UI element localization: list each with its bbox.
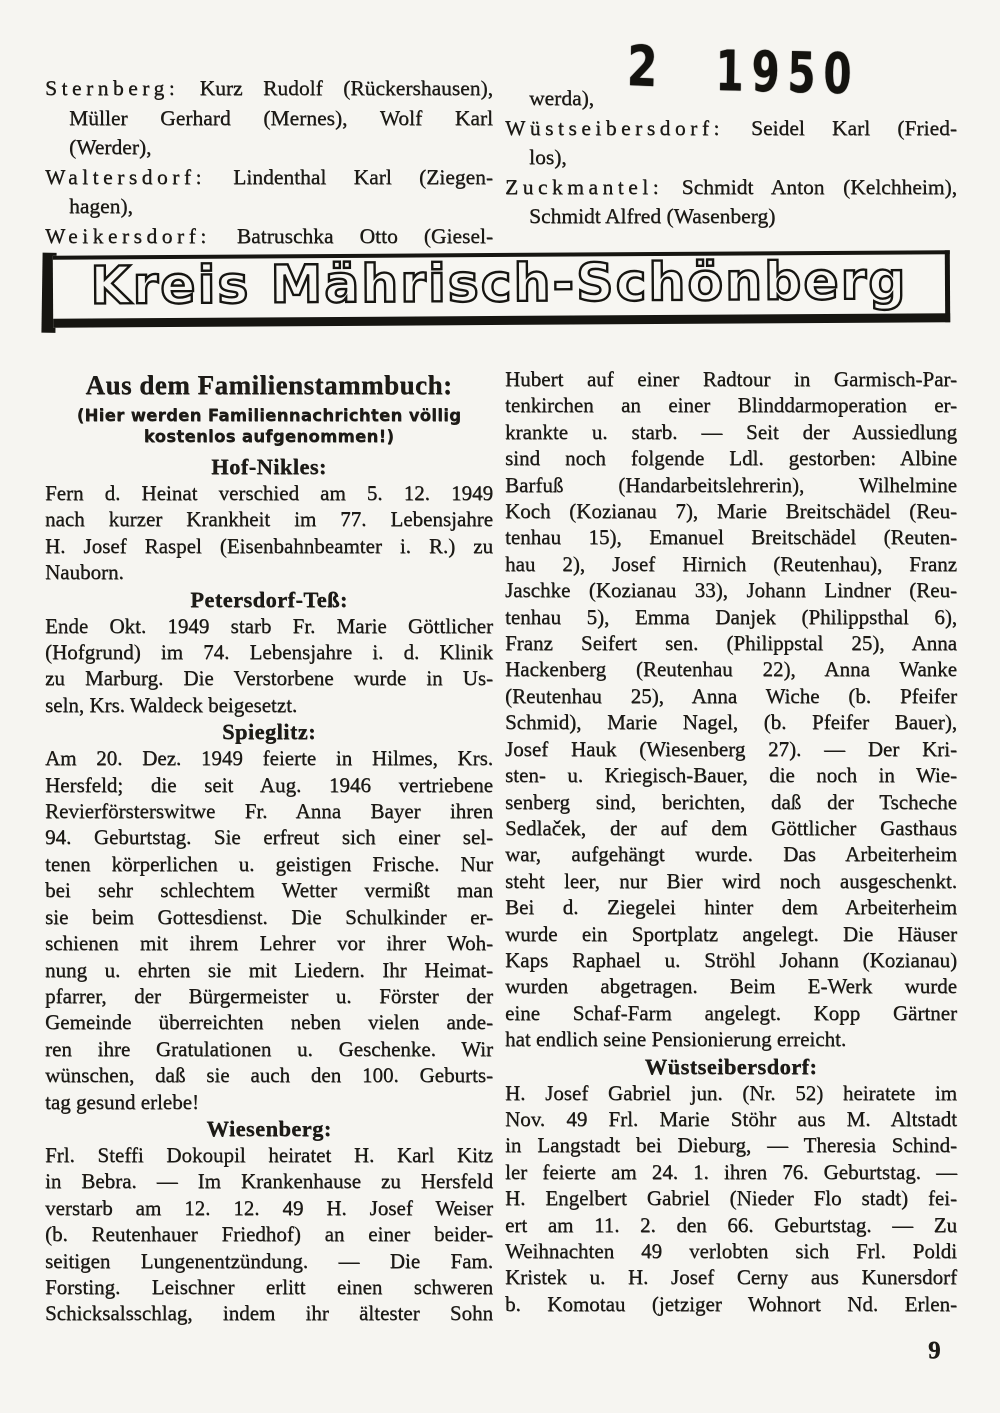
text-line: hagen), — [69, 194, 133, 218]
text-line: Weihnachten 49 verlobten sich Frl. Poldi — [505, 1239, 957, 1263]
section-heading: Wiesenberg: — [206, 1115, 332, 1141]
column-subheading — [45, 405, 493, 447]
text-line: Franz Seifert sen. (Philippstal 25), Anna — [505, 631, 957, 656]
text-line: sie beim Gottesdienst. Die Schulkinder er- — [45, 904, 493, 929]
text-line: sten- u. Kriegisch-Bauer, die noch in Wie- — [505, 763, 957, 788]
text-line: Josef Hauk (Wiesenberg 27). — Der Kri- — [505, 736, 957, 761]
stamp-year: 1950 — [715, 39, 860, 108]
text-line: sind noch folgende Ldl. gestorben: Albine — [505, 446, 957, 471]
text-line: Kaps Raphael u. Ströhl Johann (Kozianau) — [505, 947, 957, 972]
paragraph — [45, 1142, 493, 1327]
column-right — [505, 366, 957, 1317]
text-line: Wüstseibersdorf: Seidel Karl (Fried- — [505, 115, 957, 140]
top-address-list-right — [505, 84, 957, 232]
top-address-list-left — [45, 74, 493, 251]
stamp-issue-number: 2 — [626, 34, 659, 101]
text-line: Am 20. Dez. 1949 feierte in Hilmes, Krs. — [45, 746, 493, 771]
text-line: los), — [529, 145, 567, 169]
text-line: in Langstadt bei Dieburg, — Theresia Schind- — [505, 1133, 957, 1158]
text-line: H. Engelbert Gabriel (Nieder Flo stadt) fei- — [505, 1186, 957, 1211]
text-line: H. Josef Gabriel jun. (Nr. 52) heiratete im — [505, 1080, 957, 1105]
paragraph — [45, 745, 493, 1115]
text-line: senberg sind, berichten, daß der Tscheche — [505, 789, 957, 814]
text-line: zu Marburg. Die Verstorbene wurde in Us- — [45, 666, 493, 691]
text-line: Nov. 49 Frl. Marie Stöhr aus M. Altstadt — [505, 1106, 957, 1131]
text-line: H. Josef Raspel (Eisenbahnbeamter i. R.) zu — [45, 533, 493, 558]
text-line: seitigen Lungenentzündung. — Die Fam. — [45, 1248, 493, 1273]
section-heading: Wüstseibersdorf: — [644, 1053, 818, 1079]
text-line: Revierförsterswitwe Fr. Anna Bayer ihren — [45, 799, 493, 824]
text-line: hat endlich seine Pensionierung erreicht. — [505, 1027, 847, 1052]
text-line: tenhau 15), Emanuel Breitschädel (Reuten- — [505, 525, 957, 550]
text-line: ren ihre Gratulationen u. Geschenke. Wir — [45, 1036, 493, 1061]
page-number: 9 — [928, 1337, 941, 1364]
text-line: (Hofgrund) im 74. Lebensjahre i. d. Klinik — [45, 640, 493, 665]
section-heading: Petersdorf-Teß: — [190, 586, 348, 612]
place-name: Waltersdorf: — [45, 164, 206, 189]
text-line: bei sehr schlechtem Wetter vermißt man — [45, 878, 493, 903]
place-name: Zuckmantel: — [505, 174, 664, 199]
text-line: Müller Gerhard (Mernes), Wolf Karl — [69, 105, 493, 130]
text-line: wünschen, daß sie auch den 100. Geburts- — [45, 1063, 493, 1088]
text-line: b. Komotau (jetziger Wohnort Nd. Erlen- — [505, 1291, 957, 1316]
text-line: Bei d. Ziegelei hinter dem Arbeiterheim — [505, 895, 957, 920]
column-left — [45, 368, 493, 1327]
text-line: Schmid), Marie Nagel, (b. Pfeifer Bauer), — [505, 710, 957, 735]
paragraph — [45, 613, 493, 719]
text-line: Schicksalsschlag, indem ihr ältester Sohn — [45, 1301, 493, 1326]
text-line: Fern d. Heinat verschied am 5. 12. 1949 — [45, 481, 493, 505]
subheading-line: (Hier werden Familiennachrichten völlig — [76, 406, 462, 425]
text-line: eine Schaf-Farm angelegt. Kopp Gärtner — [505, 1000, 957, 1025]
paragraph — [505, 1080, 957, 1318]
subheading-line: kostenlos aufgenommen!) — [143, 427, 395, 446]
text-line: Koch (Kozianau 7), Marie Breitschädel (Reu- — [505, 499, 957, 524]
text-line: verstarb am 12. 12. 49 H. Josef Weiser — [45, 1195, 493, 1220]
text-line: Hersfeld; die seit Aug. 1946 vertriebene — [45, 772, 493, 797]
text-line: steht leer, nur Bier wird noch ausgeschenkt. — [505, 868, 957, 893]
paragraph — [505, 366, 957, 1053]
text-line: krankte u. starb. — Seit der Aussiedlung — [505, 419, 957, 444]
district-banner — [42, 250, 950, 328]
text-line: Zuckmantel: Schmidt Anton (Kelchheim), — [505, 174, 957, 199]
text-line: tenhau 5), Emma Danjek (Philippsthal 6), — [505, 604, 957, 629]
text-line: Nauborn. — [45, 560, 124, 585]
text-line: schienen mit ihrem Lehrer vor ihrer Woh- — [45, 931, 493, 956]
text-line: nach kurzer Krankheit im 77. Lebensjahre — [45, 507, 493, 532]
text-line: wurden abgetragen. Beim E-Werk wurde — [505, 974, 957, 999]
text-line: hau 2), Josef Hirnich (Reutenhau), Franz — [505, 551, 957, 576]
text-line: (Reutenhau 25), Anna Wiche (b. Pfeifer — [505, 683, 957, 708]
text-line: Weikersdorf: Batruschka Otto (Giesel- — [45, 223, 493, 248]
section-heading: Spieglitz: — [222, 719, 316, 745]
place-name: Wüstseibersdorf: — [505, 115, 724, 140]
text-line: seln, Krs. Waldeck beigesetzt. — [45, 692, 298, 717]
text-line: Barfuß (Handarbeitslehrerin), Wilhelmine — [505, 472, 957, 497]
text-line: Sedlaček, der auf dem Göttlicher Gasthaus — [505, 815, 957, 840]
text-line: Forsting. Leischner erlitt einen schweren — [45, 1274, 493, 1299]
place-name: Sternberg: — [45, 76, 180, 100]
text-line: Waltersdorf: Lindenthal Karl (Ziegen- — [45, 164, 493, 189]
text-line: war, aufgehängt wurde. Das Arbeiterheim — [505, 842, 957, 867]
text-line: Gemeinde überreichten neben vielen ande- — [45, 1010, 493, 1035]
text-line: nung u. ehrten sie mit Liedern. Ihr Heimat- — [45, 957, 493, 982]
text-line: ert am 11. 2. den 66. Geburtstag. — Zu — [505, 1212, 957, 1237]
paragraph — [45, 480, 493, 586]
text-line: Schmidt Alfred (Wasenberg) — [529, 204, 776, 228]
text-line: Sternberg: Kurz Rudolf (Rückershausen), — [45, 76, 493, 100]
text-line: Hackenberg (Reutenhau 22), Anna Wanke — [505, 657, 957, 682]
text-line: tag gesund erlebe! — [45, 1089, 199, 1114]
text-line: Frl. Steffi Dokoupil heiratet H. Karl Kitz — [45, 1142, 493, 1167]
text-line: pfarrer, der Bürgermeister u. Förster der — [45, 983, 493, 1008]
text-line: tenen körperlichen u. geistigen Frische. Nur — [45, 851, 493, 876]
text-line: (Werder), — [69, 135, 152, 159]
place-name: Weikersdorf: — [45, 223, 211, 248]
text-line: (b. Reutenhauer Friedhof) an einer beider- — [45, 1222, 493, 1247]
text-line: Kristek u. H. Josef Cerny aus Kunersdorf — [505, 1265, 957, 1290]
section-heading: Hof-Nikles: — [211, 454, 327, 479]
text-line: wurde ein Sportplatz angelegt. Die Häuser — [505, 921, 957, 946]
banner-box — [53, 250, 950, 327]
text-line: 94. Geburtstag. Sie erfreut sich einer sel- — [45, 825, 493, 850]
text-line: tenkirchen an einer Blinddarmoperation er- — [505, 393, 957, 418]
text-line: ler feierte am 24. 1. ihren 76. Geburtstag. — — [505, 1159, 957, 1184]
text-line: Jaschke (Kozianau 33), Johann Lindner (Reu- — [505, 578, 957, 603]
column-main-heading: Aus dem Familienstammbuch: — [85, 370, 453, 400]
text-line: werda), — [529, 86, 595, 110]
text-line: Hubert auf einer Radtour in Garmisch-Par- — [505, 367, 957, 391]
text-line: in Bebra. — Im Krankenhause zu Hersfeld — [45, 1169, 493, 1194]
banner-title: Kreis Mährisch-Schönberg — [90, 251, 908, 317]
text-line: Ende Okt. 1949 starb Fr. Marie Göttlicher — [45, 613, 493, 638]
